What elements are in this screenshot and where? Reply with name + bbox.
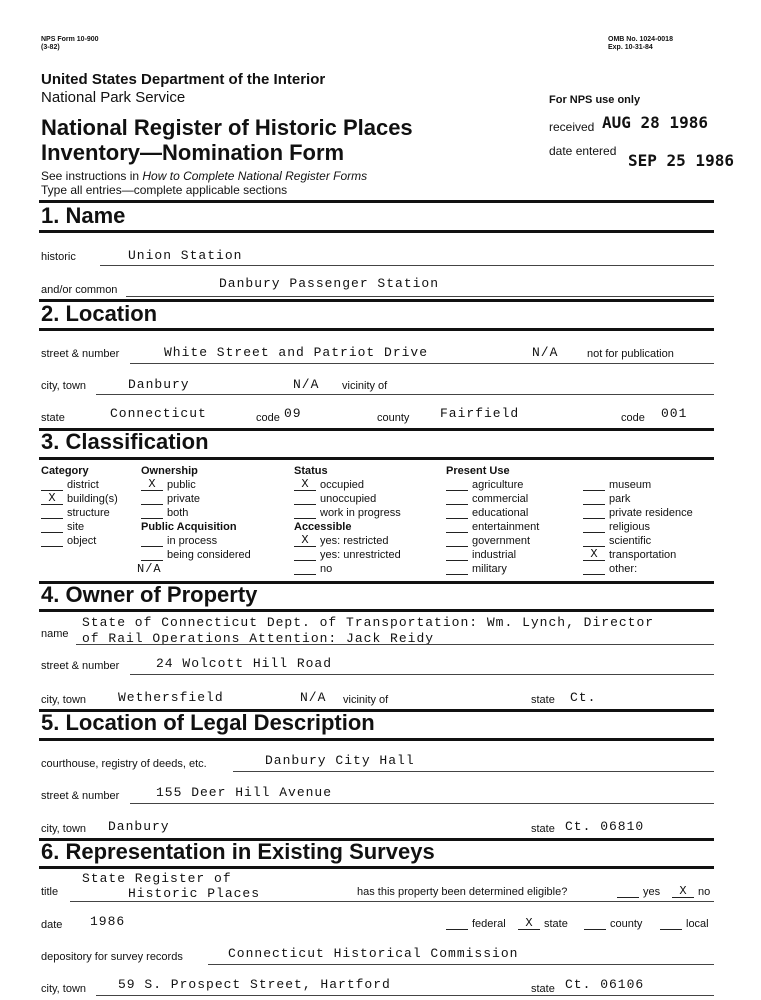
present-use-heading: Present Use — [446, 465, 510, 477]
section2-heading: 2. Location — [41, 301, 158, 326]
checkbox-local[interactable] — [660, 918, 682, 930]
courthouse-value: Danbury City Hall — [265, 753, 415, 768]
depository-value: Connecticut Historical Commission — [228, 946, 519, 961]
transportation-label: transportation — [609, 549, 677, 561]
use-scientific[interactable] — [583, 535, 651, 547]
accessible-heading: Accessible — [294, 521, 352, 533]
use-private-residence[interactable] — [583, 507, 693, 519]
checkbox-transportation[interactable]: X — [583, 549, 605, 561]
owner-state-label: state — [531, 694, 555, 706]
status-occupied[interactable] — [294, 479, 364, 491]
private-label: private — [167, 493, 201, 505]
use-agriculture[interactable] — [446, 479, 523, 491]
county-checkbox-label: county — [610, 918, 643, 930]
eligible-yes[interactable] — [617, 886, 660, 898]
owner-name-line — [76, 644, 714, 645]
owner-city-value: Wethersfield — [118, 690, 224, 705]
federal-label: federal — [472, 918, 506, 930]
section3-heading: 3. Classification — [41, 429, 209, 454]
historic-value: Union Station — [128, 248, 243, 263]
form-title-line2: Inventory—Nomination Form — [41, 140, 345, 165]
city-value: Danbury — [128, 377, 190, 392]
checkbox-private-residence[interactable] — [583, 507, 605, 519]
checkbox-state[interactable]: X — [518, 918, 540, 930]
survey-city-line — [96, 995, 714, 996]
checkbox-occupied[interactable]: X — [294, 479, 316, 491]
entered-stamp: SEP 25 1986 — [628, 151, 734, 170]
checkbox-county[interactable] — [584, 918, 606, 930]
checkbox-federal[interactable] — [446, 918, 468, 930]
yes-restricted-label: yes: restricted — [320, 535, 389, 547]
buildings-label: building(s) — [67, 493, 118, 505]
street-value: White Street and Patriot Drive — [164, 345, 429, 360]
city-line — [96, 394, 714, 395]
section5-heading: 5. Location of Legal Description — [41, 710, 375, 735]
accessible-restricted[interactable] — [294, 535, 388, 547]
private-residence-label: private residence — [609, 507, 693, 519]
common-name-value: Danbury Passenger Station — [219, 276, 440, 291]
educational-label: educational — [472, 507, 529, 519]
survey-federal[interactable] — [446, 918, 506, 930]
legal-street-line — [130, 803, 714, 804]
religious-label: religious — [609, 521, 650, 533]
use-other[interactable] — [583, 563, 637, 575]
use-military[interactable] — [446, 563, 507, 575]
omb-number: OMB No. 1024-0018 — [608, 36, 673, 43]
county-code-label: code — [621, 412, 645, 424]
checkbox-unoccupied[interactable] — [294, 493, 316, 505]
survey-title-line1: State Register of — [82, 871, 232, 886]
expiration-date: Exp. 10-31-84 — [608, 44, 653, 51]
legal-street-label: street & number — [41, 790, 120, 802]
survey-local[interactable] — [660, 918, 709, 930]
survey-date-label: date — [41, 919, 63, 931]
checkbox-agriculture[interactable] — [446, 479, 468, 491]
checkbox-scientific[interactable] — [583, 535, 605, 547]
acquisition-in-process[interactable] — [141, 535, 217, 547]
courthouse-line — [233, 771, 714, 772]
other-label: other: — [609, 563, 638, 575]
survey-title-line — [70, 901, 714, 902]
vicinity-label: vicinity of — [342, 380, 388, 392]
no-label: no — [320, 563, 333, 575]
yes-unrestricted-label: yes: unrestricted — [320, 549, 401, 561]
park-label: park — [609, 493, 631, 505]
survey-state-label: state — [531, 983, 555, 995]
owner-vicinity-value: N/A — [300, 690, 327, 705]
depository-line — [208, 964, 714, 965]
category-heading: Category — [41, 465, 89, 477]
received-label: received — [549, 120, 595, 134]
depository-label: depository for survey records — [41, 951, 183, 963]
historic-line — [100, 265, 714, 266]
courthouse-label: courthouse, registry of deeds, etc. — [41, 758, 207, 770]
scientific-label: scientific — [609, 535, 652, 547]
district-label: district — [67, 479, 99, 491]
state-checkbox-label: state — [544, 918, 568, 930]
legal-state-label: state — [531, 823, 555, 835]
checkbox-site[interactable] — [41, 521, 63, 533]
status-work-in-progress[interactable] — [294, 507, 401, 519]
checkbox-public[interactable]: X — [141, 479, 163, 491]
owner-street-value: 24 Wolcott Hill Road — [156, 656, 333, 671]
status-heading: Status — [294, 465, 328, 477]
checkbox-being-considered[interactable] — [141, 549, 163, 561]
checkbox-industrial[interactable] — [446, 549, 468, 561]
agency-name: National Park Service — [41, 89, 186, 106]
status-unoccupied[interactable] — [294, 493, 376, 505]
form-number: NPS Form 10-900 — [41, 36, 99, 43]
object-label: object — [67, 535, 97, 547]
museum-label: museum — [609, 479, 652, 491]
checkbox-entertainment[interactable] — [446, 521, 468, 533]
site-label: site — [67, 521, 85, 533]
owner-name-line2: of Rail Operations Attention: Jack Reidy — [82, 631, 435, 646]
checkbox-eligible-yes[interactable] — [617, 886, 639, 898]
category-object[interactable] — [41, 535, 96, 547]
military-label: military — [472, 563, 507, 575]
checkbox-in-process[interactable] — [141, 535, 163, 547]
public-label: public — [167, 479, 196, 491]
section3-bottom-rule — [39, 457, 714, 460]
survey-city-label: city, town — [41, 983, 87, 995]
vicinity-value: N/A — [293, 377, 320, 392]
street-label: street & number — [41, 348, 120, 360]
not-for-publication-label: not for publication — [587, 348, 674, 360]
county-value: Fairfield — [440, 406, 520, 421]
checkbox-religious[interactable] — [583, 521, 605, 533]
survey-county[interactable] — [584, 918, 642, 930]
checkbox-district[interactable] — [41, 479, 63, 491]
work-in-progress-label: work in progress — [320, 507, 401, 519]
government-label: government — [472, 535, 531, 547]
eligible-question: has this property been determined eligible? — [357, 886, 568, 898]
legal-city-value: Danbury — [108, 819, 170, 834]
received-stamp: AUG 28 1986 — [602, 113, 708, 132]
checkbox-museum[interactable] — [583, 479, 605, 491]
category-district[interactable] — [41, 479, 99, 491]
agriculture-label: agriculture — [472, 479, 524, 491]
state-value: Connecticut — [110, 406, 207, 421]
state-label: state — [41, 412, 65, 424]
instructions-prefix: See instructions in — [41, 169, 143, 183]
survey-title-label: title — [41, 886, 59, 898]
commercial-label: commercial — [472, 493, 529, 505]
in-process-label: in process — [167, 535, 218, 547]
not-for-publication-value: N/A — [532, 345, 559, 360]
use-entertainment[interactable] — [446, 521, 539, 533]
category-site[interactable] — [41, 521, 84, 533]
date-entered-label: date entered — [549, 144, 617, 158]
category-structure[interactable] — [41, 507, 110, 519]
checkbox-park[interactable] — [583, 493, 605, 505]
use-educational[interactable] — [446, 507, 528, 519]
section1-heading: 1. Name — [41, 203, 126, 228]
survey-city-value: 59 S. Prospect Street, Hartford — [118, 977, 391, 992]
owner-street-line — [130, 674, 714, 675]
checkbox-government[interactable] — [446, 535, 468, 547]
accessible-no[interactable] — [294, 563, 332, 575]
checkbox-yes-unrestricted[interactable] — [294, 549, 316, 561]
code-label: code — [256, 412, 280, 424]
section1-top-rule — [39, 200, 714, 203]
owner-state-value: Ct. — [570, 690, 597, 705]
checkbox-military[interactable] — [446, 563, 468, 575]
legal-street-value: 155 Deer Hill Avenue — [156, 785, 333, 800]
checkbox-other[interactable] — [583, 563, 605, 575]
section6-bottom-rule — [39, 866, 714, 869]
checkbox-yes-restricted[interactable]: X — [294, 535, 316, 547]
instructions-italic: How to Complete National Register Forms — [142, 169, 368, 183]
owner-name-line1: State of Connecticut Dept. of Transportation: Wm. Lynch, Director — [82, 615, 655, 630]
use-religious[interactable] — [583, 521, 650, 533]
eligible-yes-label: yes — [643, 886, 661, 898]
being-considered-label: being considered — [167, 549, 251, 561]
checkbox-private[interactable] — [141, 493, 163, 505]
section4-heading: 4. Owner of Property — [41, 582, 258, 607]
historic-label: historic — [41, 251, 76, 263]
checkbox-structure[interactable] — [41, 507, 63, 519]
acquisition-na: N/A — [137, 562, 162, 576]
section4-bottom-rule — [39, 609, 714, 612]
instructions-line1 — [41, 169, 367, 183]
accessible-unrestricted[interactable] — [294, 549, 401, 561]
use-commercial[interactable] — [446, 493, 528, 505]
category-buildings[interactable] — [41, 493, 118, 505]
use-park[interactable] — [583, 493, 630, 505]
industrial-label: industrial — [472, 549, 517, 561]
owner-vicinity-label: vicinity of — [343, 694, 389, 706]
section2-bottom-rule — [39, 328, 714, 331]
survey-title-line2: Historic Places — [128, 886, 261, 901]
ownership-public[interactable] — [141, 479, 196, 491]
structure-label: structure — [67, 507, 110, 519]
checkbox-educational[interactable] — [446, 507, 468, 519]
ownership-both[interactable] — [141, 507, 188, 519]
instructions-line2: Type all entries—complete applicable sections — [41, 183, 288, 197]
legal-state-value: Ct. 06810 — [565, 819, 645, 834]
public-acquisition-heading: Public Acquisition — [141, 521, 237, 533]
survey-state[interactable] — [518, 918, 568, 930]
use-museum[interactable] — [583, 479, 651, 491]
form-date: (3-82) — [41, 44, 60, 51]
checkbox-commercial[interactable] — [446, 493, 468, 505]
owner-street-label: street & number — [41, 660, 120, 672]
legal-city-label: city, town — [41, 823, 87, 835]
eligible-no[interactable] — [672, 886, 710, 898]
section6-heading: 6. Representation in Existing Surveys — [41, 839, 435, 864]
owner-name-label: name — [41, 628, 69, 640]
both-label: both — [167, 507, 189, 519]
county-label: county — [377, 412, 410, 424]
use-industrial[interactable] — [446, 549, 516, 561]
unoccupied-label: unoccupied — [320, 493, 377, 505]
code-value: 09 — [284, 406, 302, 421]
use-government[interactable] — [446, 535, 530, 547]
local-label: local — [686, 918, 709, 930]
street-line — [130, 363, 714, 364]
city-label: city, town — [41, 380, 87, 392]
section1-bottom-rule — [39, 230, 714, 233]
ownership-private[interactable] — [141, 493, 200, 505]
checkbox-both[interactable] — [141, 507, 163, 519]
use-transportation[interactable] — [583, 549, 676, 561]
section5-bottom-rule — [39, 738, 714, 741]
eligible-no-label: no — [698, 886, 711, 898]
owner-city-label: city, town — [41, 694, 87, 706]
survey-state-value: Ct. 06106 — [565, 977, 645, 992]
entertainment-label: entertainment — [472, 521, 540, 533]
checkbox-eligible-no[interactable]: X — [672, 886, 694, 898]
survey-date-value: 1986 — [90, 914, 126, 929]
county-code-value: 001 — [661, 406, 688, 421]
checkbox-no[interactable] — [294, 563, 316, 575]
occupied-label: occupied — [320, 479, 365, 491]
checkbox-work-in-progress[interactable] — [294, 507, 316, 519]
form-title-line1: National Register of Historic Places — [41, 115, 413, 140]
acquisition-being-considered[interactable] — [141, 549, 251, 561]
department-name: United States Department of the Interior — [41, 71, 326, 88]
nps-use-label: For NPS use only — [549, 94, 641, 106]
checkbox-buildings[interactable]: X — [41, 493, 63, 505]
common-name-label: and/or common — [41, 284, 118, 296]
common-name-line — [126, 296, 714, 297]
checkbox-object[interactable] — [41, 535, 63, 547]
ownership-heading: Ownership — [141, 465, 198, 477]
